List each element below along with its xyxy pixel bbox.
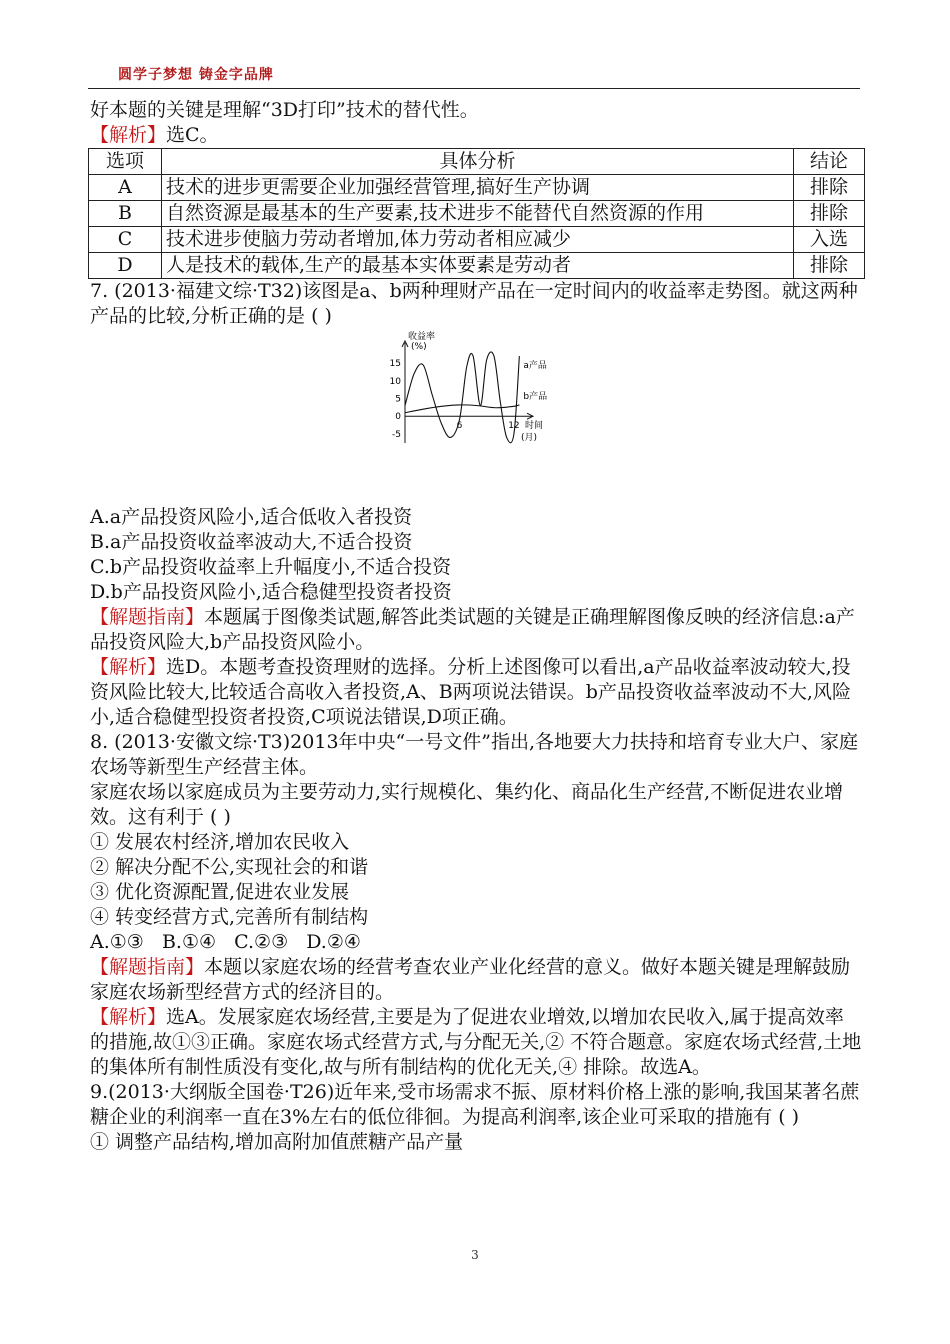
y-tick-label: 5 bbox=[395, 394, 401, 405]
row-verdict: 入选 bbox=[794, 227, 865, 253]
x-tick-label: 6 bbox=[456, 421, 463, 432]
y-axis-label: 收益率 bbox=[408, 332, 436, 342]
q9-item: ① 调整产品结构,增加高附加值蔗糖产品产量 bbox=[90, 1131, 464, 1153]
table-row bbox=[89, 175, 865, 201]
guide-tag: 【解题指南】 bbox=[90, 606, 205, 628]
page-content bbox=[90, 98, 862, 1155]
analysis-table bbox=[88, 148, 865, 279]
y-tick-label: 0 bbox=[395, 412, 401, 423]
q6-answer bbox=[90, 123, 862, 148]
header-slogan: 圆学子梦想 铸金字品牌 bbox=[118, 67, 274, 83]
q8-item: ④ 转变经营方式,完善所有制结构 bbox=[90, 906, 369, 928]
y-tick-label: -5 bbox=[392, 429, 401, 440]
row-verdict: 排除 bbox=[794, 201, 865, 227]
q7-analysis bbox=[90, 655, 862, 730]
series-a-label: a产品 bbox=[523, 361, 547, 372]
q9-stem: 9.(2013·大纲版全国卷·T26)近年来,受市场需求不振、原材料价格上涨的影响,我国某著名蔗糖企业的利润率一直在3%左右的低位徘徊。为提高利润率,该企业可采取的措施有 ( ) bbox=[90, 1081, 860, 1128]
analysis-text: 选D。本题考查投资理财的选择。分析上述图像可以看出,a产品收益率波动较大,投资风险比较大,比较适合高收入者投资,A、B两项说法错误。b产品投资收益率波动不大,风险小,适合稳健型投资者投资,C项说法错误,D项正确。 bbox=[90, 656, 851, 728]
row-option: A bbox=[89, 175, 162, 201]
q8-analysis bbox=[90, 1005, 862, 1080]
guide-text: 本题属于图像类试题,解答此类试题的关键是正确理解图像反映的经济信息:a产品投资风险大,b产品投资风险小。 bbox=[90, 606, 855, 653]
q7-guide bbox=[90, 605, 862, 655]
page-number: 3 bbox=[471, 1248, 479, 1262]
header-analysis: 具体分析 bbox=[162, 149, 794, 175]
y-axis-unit: (%) bbox=[411, 342, 427, 352]
y-tick-label: 15 bbox=[389, 359, 401, 370]
row-option: D bbox=[89, 253, 162, 279]
table-row bbox=[89, 227, 865, 253]
q7-option-a: A.a产品投资风险小,适合低收入者投资 bbox=[90, 506, 413, 528]
intro-line: 好本题的关键是理解“3D打印”技术的替代性。 bbox=[90, 99, 479, 121]
series-b-label: b产品 bbox=[523, 391, 548, 402]
analysis-tag: 【解析】 bbox=[90, 124, 167, 146]
x-axis-label: 时间 bbox=[525, 421, 544, 432]
answer-text: 选C。 bbox=[166, 124, 219, 146]
q7-option-b: B.a产品投资收益率波动大,不适合投资 bbox=[90, 531, 413, 553]
table-row bbox=[89, 201, 865, 227]
yield-chart bbox=[90, 329, 862, 505]
row-verdict: 排除 bbox=[794, 175, 865, 201]
q8-item: ② 解决分配不公,实现社会的和谐 bbox=[90, 856, 369, 878]
table-header-row bbox=[89, 149, 865, 175]
y-tick-label: 10 bbox=[389, 376, 401, 387]
row-analysis: 技术进步使脑力劳动者增加,体力劳动者相应减少 bbox=[162, 227, 794, 253]
row-analysis: 自然资源是最基本的生产要素,技术进步不能替代自然资源的作用 bbox=[162, 201, 794, 227]
table-row bbox=[89, 253, 865, 279]
q8-stem-2: 家庭农场以家庭成员为主要劳动力,实行规模化、集约化、商品化生产经营,不断促进农业增效。这有利于 ( ) bbox=[90, 781, 844, 828]
header-option: 选项 bbox=[89, 149, 162, 175]
analysis-text: 选A。发展家庭农场经营,主要是为了促进农业增效,以增加农民收入,属于提高效率的措施,故①③正确。家庭农场式经营方式,与分配无关,② 不符合题意。家庭农场式经营,土地的集体所有制性质没有变化,故与所有制结构的优化无关,④ 排除。故选A。 bbox=[90, 1006, 862, 1078]
row-option: B bbox=[89, 201, 162, 227]
row-verdict: 排除 bbox=[794, 253, 865, 279]
yield-chart-svg bbox=[375, 331, 575, 457]
x-axis-unit: (月) bbox=[521, 433, 538, 444]
q8-stem: 8. (2013·安徽文综·T3)2013年中央“一号文件”指出,各地要大力扶持和培育专业大户、家庭农场等新型生产经营主体。 bbox=[90, 731, 859, 778]
page-header bbox=[88, 62, 860, 89]
q7-stem: 7. (2013·福建文综·T32)该图是a、b两种理财产品在一定时间内的收益率走势图。就这两种产品的比较,分析正确的是 ( ) bbox=[90, 280, 858, 327]
q8-guide bbox=[90, 955, 862, 1005]
q8-item: ③ 优化资源配置,促进农业发展 bbox=[90, 881, 350, 903]
q7-option-c: C.b产品投资收益率上升幅度小,不适合投资 bbox=[90, 556, 452, 578]
guide-tag: 【解题指南】 bbox=[90, 956, 205, 978]
q8-choices: A.①③ B.①④ C.②③ D.②④ bbox=[90, 931, 361, 953]
header-verdict: 结论 bbox=[794, 149, 865, 175]
row-analysis: 技术的进步更需要企业加强经营管理,搞好生产协调 bbox=[162, 175, 794, 201]
row-analysis: 人是技术的载体,生产的最基本实体要素是劳动者 bbox=[162, 253, 794, 279]
row-option: C bbox=[89, 227, 162, 253]
guide-text: 本题以家庭农场的经营考查农业产业化经营的意义。做好本题关键是理解鼓励家庭农场新型经营方式的经济目的。 bbox=[90, 956, 851, 1003]
x-tick-label: 12 bbox=[508, 421, 520, 432]
q8-item: ① 发展农村经济,增加农民收入 bbox=[90, 831, 350, 853]
analysis-tag: 【解析】 bbox=[90, 1006, 167, 1028]
analysis-tag: 【解析】 bbox=[90, 656, 167, 678]
q7-option-d: D.b产品投资风险小,适合稳健型投资者投资 bbox=[90, 581, 452, 603]
